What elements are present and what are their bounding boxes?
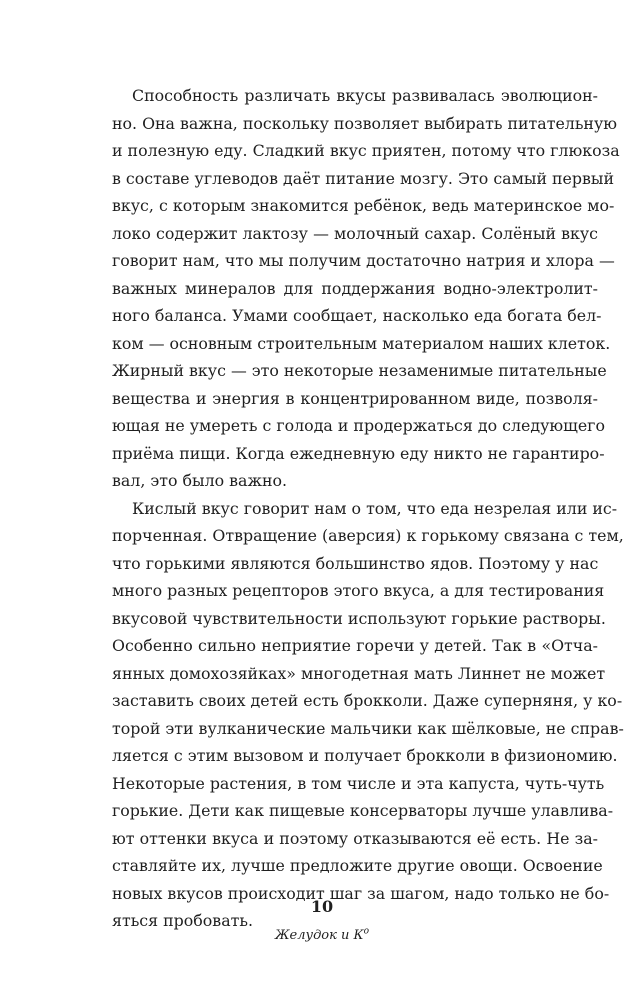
text-line: горькие. Дети как пищевые консерваторы лучше улавлива-: [112, 801, 614, 820]
text-line: вещества и энергия в концентрированном виде, позволя-: [112, 388, 598, 408]
text-line: ставляйте их, лучше предложите другие овощи. Освоение: [112, 856, 603, 875]
running-footer: [0, 928, 644, 943]
text-line: порченная. Отвращение (аверсия) к горькому связана с тем,: [112, 526, 624, 545]
paragraph-2: [112, 495, 624, 935]
text-line: важных минералов для поддержания водно-электролит-: [112, 278, 598, 298]
text-line: локо содержит лактозу — молочный сахар. Солёный вкус: [112, 223, 598, 243]
text-line: ющая не умереть с голода и продержаться до следующего: [112, 416, 605, 435]
text-line: ного баланса. Умами сообщает, насколько еда богата бел-: [112, 306, 602, 325]
text-line: вкус, с которым знакомится ребёнок, ведь материнское мо-: [112, 196, 615, 215]
running-footer-title: Желудок и К: [274, 928, 364, 943]
text-line: но. Она важна, поскольку позволяет выбирать питательную: [112, 113, 618, 133]
text-line: ют оттенки вкуса и поэтому отказываются её есть. Не за-: [112, 828, 598, 848]
text-line: говорит нам, что мы получим достаточно натрия и хлора —: [112, 251, 615, 270]
text-line: приёма пищи. Когда ежедневную еду никто не гарантиро-: [112, 443, 605, 463]
page-number: 10: [310, 897, 334, 916]
text-line: вал, это было важно.: [112, 471, 288, 490]
text-line: торой эти вулканические мальчики как шёлковые, не справ-: [112, 718, 624, 738]
text-line: новых вкусов происходит шаг за шагом, надо только не бо-: [112, 883, 610, 903]
text-line: вкусовой чувствительности используют горькие растворы.: [112, 608, 606, 628]
text-line: Особенно сильно неприятие горечи у детей. Так в «Отча-: [112, 636, 598, 655]
text-line: что горькими являются большинство ядов. Поэтому у нас: [112, 553, 599, 573]
paragraph-1: [112, 82, 620, 495]
text-line: Жирный вкус — это некоторые незаменимые питательные: [112, 361, 607, 380]
text-line: и полезную еду. Сладкий вкус приятен, потому что глюкоза: [112, 141, 620, 160]
text-line: яться пробовать.: [112, 911, 253, 930]
running-footer-superscript: о: [363, 926, 370, 937]
text-line: в составе углеводов даёт питание мозгу. Это самый первый: [112, 168, 614, 188]
text-line: ком — основным строительным материалом наших клеток.: [112, 333, 611, 353]
body-text: [112, 82, 624, 935]
text-line: ляется с этим вызовом и получает брокколи в физиономию.: [112, 746, 618, 765]
text-line: Способность различать вкусы развивалась эволюцион-: [132, 86, 598, 105]
text-line: Кислый вкус говорит нам о том, что еда незрелая или ис-: [132, 498, 618, 518]
text-line: заставить своих детей есть брокколи. Даже суперняня, у ко-: [112, 691, 623, 710]
text-line: много разных рецепторов этого вкуса, а для тестирования: [112, 581, 605, 600]
text-line: Некоторые растения, в том числе и эта капуста, чуть-чуть: [112, 773, 605, 793]
text-line: янных домохозяйках» многодетная мать Линнет не может: [112, 663, 606, 683]
